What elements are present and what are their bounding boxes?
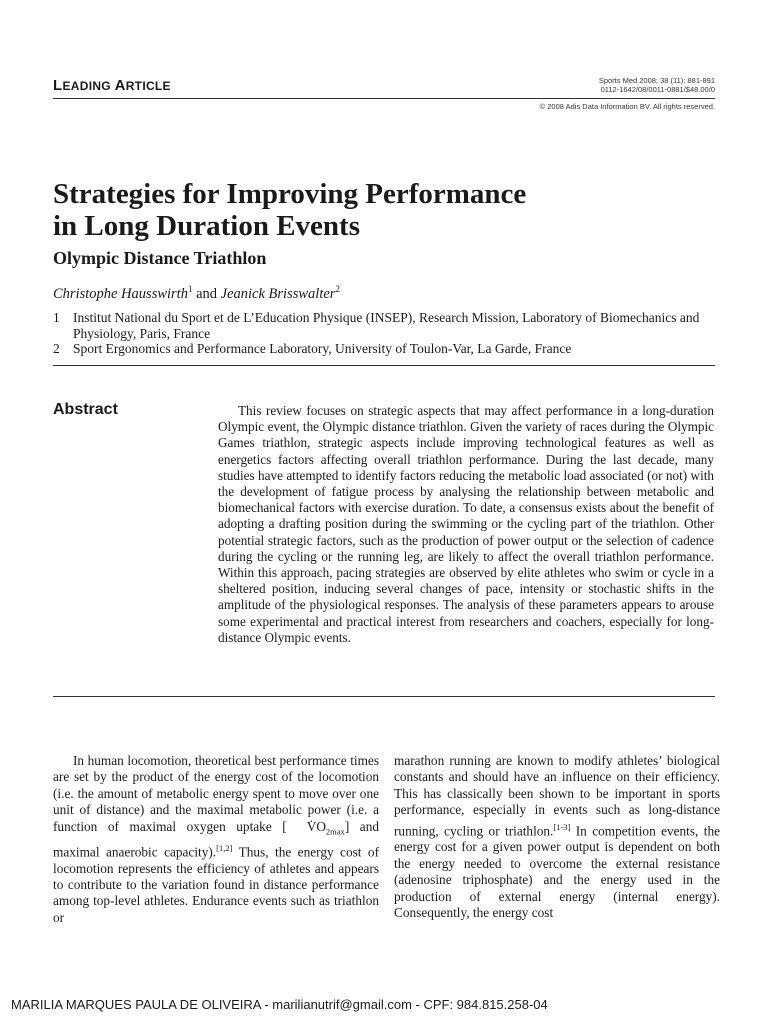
body-column-right: marathon running are known to modify athletes’ biological constants and should have an influence on their efficiency. This has classically been shown to be important in sports performance, especially in events such as long-distance running, cycling or triathlon.[1-3] In competition events, the energy cost for a given power output is dependent on both the energy needed to overcome the external resistance (adenosine triphosphate) and the energy used in the production of external energy (internal energy). Consequently, the energy cost <box>394 753 720 921</box>
header-divider <box>53 98 715 99</box>
citation-ref[interactable]: [1-3] <box>553 821 571 832</box>
abstract-text: This review focuses on strategic aspects that may affect performance in a long-duration Olympic event, the Olympic distance triathlon. Given the variety of races during the Olympic Games triathlon, strategic aspects include improving technological features as well as energetics factors affecting overall triathlon performance. During the last decade, many studies have attempted to identify factors reducing the metabolic load associated (or not) with the development of fatigue process by analysing the relationship between metabolic and biomechanical factors with exercise duration. To date, a consensus exists about the benefit of adopting a drafting position during the swimming or the cycling part of the triathlon. Other potential strategic factors, such as the production of power output or the selection of cadence during the cycling or the running leg, are likely to affect the overall triathlon performance. Within this approach, pacing strategies are observed by elite athletes who swim or cycle in a sheltered position, inducing several changes of pace, intensity or stochastic shifts in the amplitude of the physiological responses. The analysis of these parameters appears to arouse some experimental and practical interest from researchers and coachers, especially for long-distance Olympic events. <box>218 403 714 645</box>
author-2: Jeanick Brisswalter <box>220 285 336 302</box>
title-line-2: in Long Duration Events <box>53 210 360 242</box>
abstract-bottom-divider <box>53 696 715 697</box>
affiliation-1 <box>53 310 723 342</box>
journal-citation-line1: Sports Med 2008; 38 (11): 881-891 <box>598 76 715 85</box>
affiliation-text: Institut National du Sport et de L’Education Physique (INSEP), Research Mission, Laboratory of Biomechanics and Physiology, Paris, France <box>73 310 700 341</box>
v-dot-symbol: . V <box>287 819 317 835</box>
author-1-affil: 1 <box>187 284 193 294</box>
download-watermark: MARILIA MARQUES PAULA DE OLIVEIRA - marilianutrif@gmail.com - CPF: 984.815.258-04 <box>11 997 548 1012</box>
author-2-affil: 2 <box>335 284 340 294</box>
journal-citation-line2: 0112-1642/08/0011-0881/$48.00/0 <box>600 85 715 94</box>
article-title <box>53 178 713 242</box>
affiliation-2 <box>53 341 723 357</box>
citation-ref[interactable]: [1,2] <box>216 842 233 853</box>
author-1: Christophe Hausswirth <box>53 285 188 302</box>
section-label: LEADING ARTICLE <box>53 77 171 94</box>
abstract-top-divider <box>53 365 715 366</box>
abstract-heading: Abstract <box>53 401 118 418</box>
author-line <box>53 284 340 303</box>
affiliation-number: 2 <box>53 341 60 356</box>
article-subtitle: Olympic Distance Triathlon <box>53 248 267 268</box>
body-column-left: In human locomotion, theoretical best performance times are set by the product of the energy cost of the locomotion (i.e. the amount of metabolic energy spent to move over one unit of distance) and the maximal metabolic power (i.e. a function of maximal oxygen uptake [. $VO_{2max}$] and maximal anaerobic capacity).[1,2] Thus, the energy cost of locomotion represents the efficiency of athletes and appears to contribute to the variation found in distance performance among top-level athletes. Endurance events such as triathlon or <box>53 753 379 926</box>
title-line-1: Strategies for Improving Performance <box>53 178 527 210</box>
affiliation-text: Sport Ergonomics and Performance Laboratory, University of Toulon-Var, La Garde, France <box>73 341 572 356</box>
copyright-notice: © 2008 Adis Data Information BV. All rights reserved. <box>539 102 715 111</box>
journal-citation <box>599 76 715 94</box>
author-conjunction: and <box>192 285 221 302</box>
affiliation-number: 1 <box>53 310 60 325</box>
